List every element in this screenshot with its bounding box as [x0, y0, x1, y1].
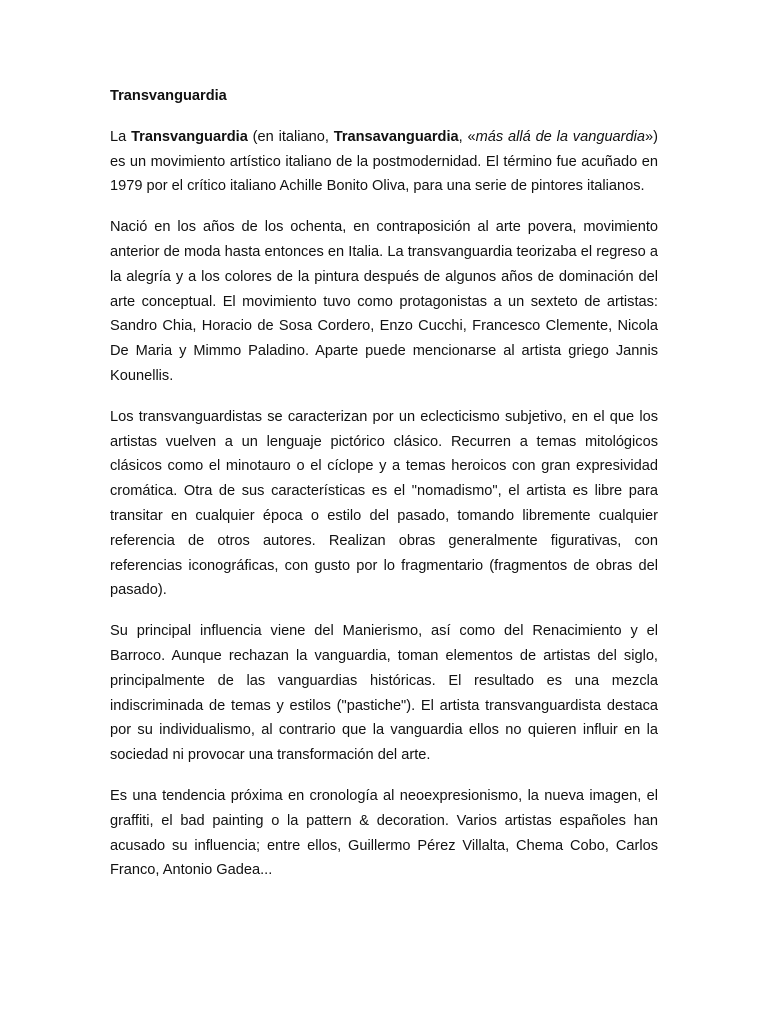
- intro-text-2: (en italiano,: [247, 128, 334, 145]
- intro-text-4: ») es un movimiento artístico italiano de la postmodernidad. El término fue acuñado en 1979 por el crítico italiano Achille Bonito Oliva, para una serie de pintores italianos.: [110, 128, 658, 195]
- paragraph-intro: [110, 125, 658, 199]
- term-transavanguardia: Transavanguardia: [333, 128, 459, 145]
- document-page: [110, 84, 658, 899]
- term-translation: más allá de la vanguardia: [475, 128, 646, 145]
- term-transvanguardia: Transvanguardia: [131, 128, 248, 145]
- paragraph-related-trends: Es una tendencia próxima en cronología al neoexpresionismo, la nueva imagen, el graffiti, el bad painting o la pattern & decoration. Varios artistas españoles han acusado su influencia; entre ellos, Guillermo Pérez Villalta, Chema Cobo, Carlos Franco, Antonio Gadea...: [110, 787, 658, 879]
- paragraph-origins: Nació en los años de los ochenta, en contraposición al arte povera, movimiento anterior de moda hasta entonces en Italia. La transvanguardia teorizaba el regreso a la alegría y a los colores de la pintura después de algunos años de dominación del arte conceptual. El movimiento tuvo como protagonistas a un sexteto de artistas: Sandro Chia, Horacio de Sosa Cordero, Enzo Cucchi, Francesco Clemente, Nicola De Maria y Mimmo Paladino. Aparte puede mencionarse al artista griego Jannis Kounellis.: [110, 219, 658, 384]
- intro-text-1: La: [110, 128, 132, 145]
- intro-text-3: , «: [458, 128, 476, 145]
- paragraph-influences: Su principal influencia viene del Manierismo, así como del Renacimiento y el Barroco. Aunque rechazan la vanguardia, toman elementos de artistas del siglo, principalmente de las vanguardias históricas. El resultado es una mezcla indiscriminada de temas y estilos ("pastiche"). El artista transvanguardista destaca por su individualismo, al contrario que la vanguardia ellos no quieren influir en la sociedad ni provocar una transformación del arte.: [110, 623, 658, 764]
- paragraph-characteristics: Los transvanguardistas se caracterizan por un eclecticismo subjetivo, en el que los artistas vuelven a un lenguaje pictórico clásico. Recurren a temas mitológicos clásicos como el minotauro o el cíclope y a temas heroicos con gran expresividad cromática. Otra de sus características es el "nomadismo", el artista es libre para transitar en cualquier época o estilo del pasado, tomando libremente cualquier referencia de otros autores. Realizan obras generalmente figurativas, con referencias iconográficas, con gusto por lo fragmentario (fragmentos de obras del pasado).: [110, 408, 658, 599]
- page-title: Transvanguardia: [110, 88, 227, 104]
